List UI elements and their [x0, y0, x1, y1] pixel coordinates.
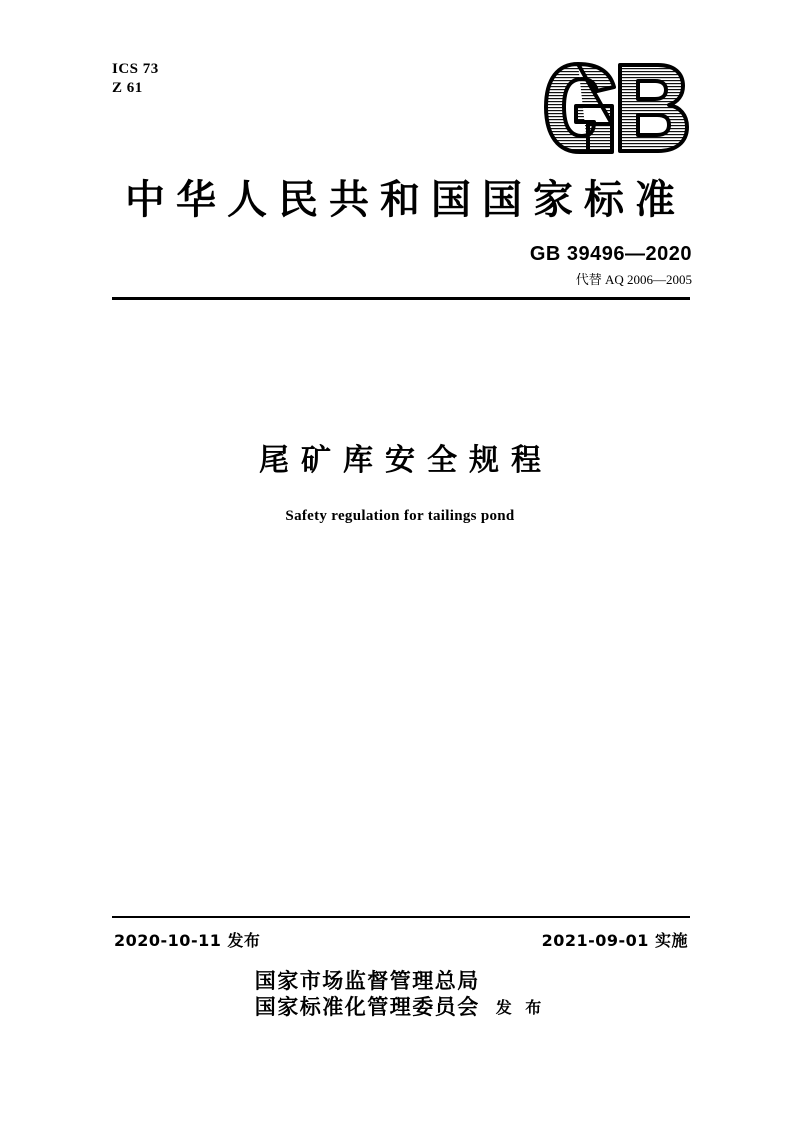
ics-classification-block	[112, 60, 159, 98]
classification-code: Z 61	[112, 80, 143, 96]
standard-replaces: 代替 AQ 2006—2005	[575, 272, 692, 287]
national-standard-title: 中华人民共和国国家标准	[125, 176, 686, 223]
publisher-names	[255, 968, 480, 1020]
publisher-verb: 发 布	[495, 998, 546, 1017]
standard-number: GB 39496—2020	[529, 243, 692, 265]
document-title-english: Safety regulation for tailings pond	[285, 508, 515, 524]
issue-date: 2020-10-11 发布	[114, 931, 261, 950]
effective-date: 2021-09-01 实施	[541, 931, 688, 950]
ics-code: ICS 73	[112, 61, 159, 77]
gb-emblem-icon	[542, 62, 692, 154]
document-title-chinese: 尾矿库安全规程	[259, 443, 553, 478]
standard-number-block	[530, 243, 692, 288]
footer-divider	[112, 916, 690, 918]
publisher-block	[0, 968, 800, 1020]
publisher-line-1: 国家市场监督管理总局	[254, 968, 480, 993]
publisher-line-2: 国家标准化管理委员会	[254, 994, 480, 1019]
header-divider	[112, 297, 690, 300]
